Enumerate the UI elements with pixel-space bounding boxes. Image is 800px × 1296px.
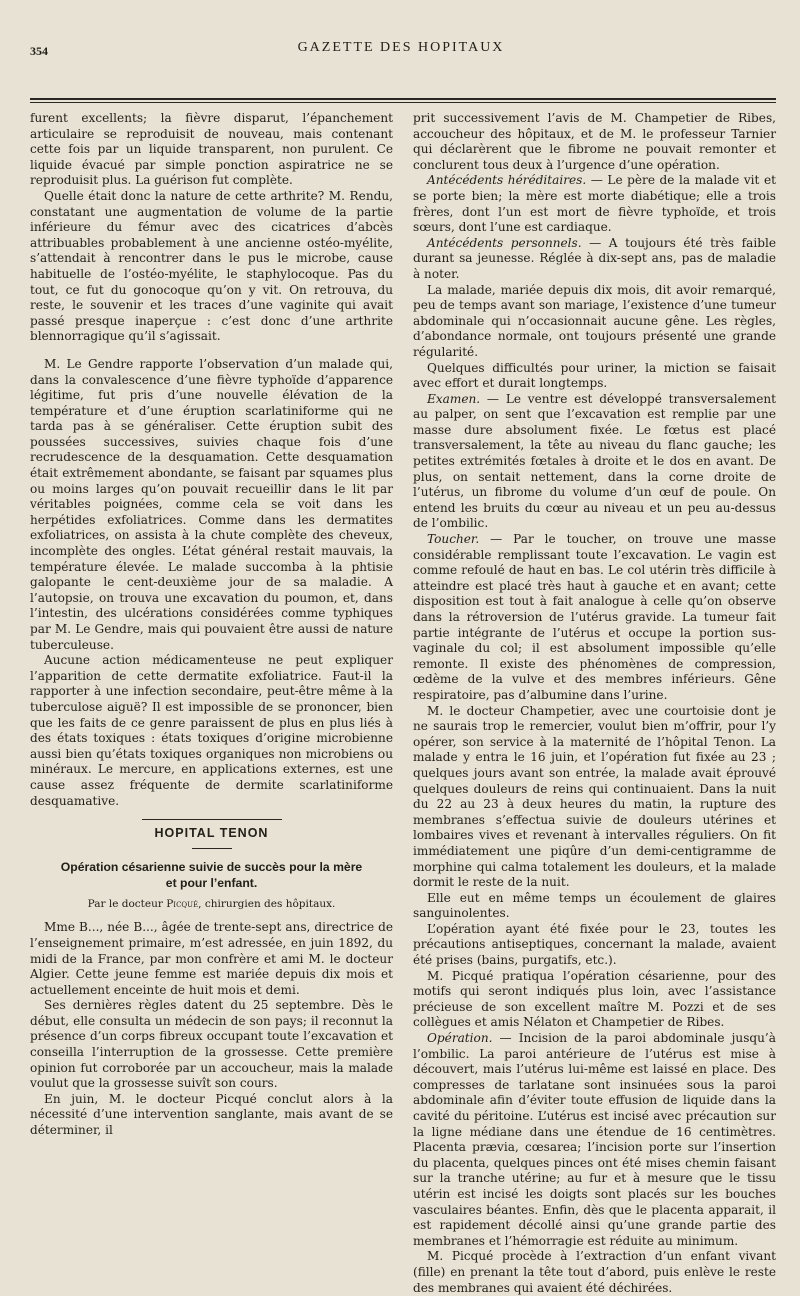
article-title-line: Opération césarienne suivie de succès pour la mère bbox=[60, 859, 363, 874]
text-columns bbox=[26, 111, 776, 1296]
header-rule-thin bbox=[30, 102, 776, 103]
left-column bbox=[30, 111, 393, 1296]
paragraph bbox=[413, 392, 776, 532]
paragraph: M. Le Gendre rapporte l’observation d’un malade qui, dans la convalescence d’une fièvre typhoïde d’apparence légitime, fut pris d’une nouvelle élévation de la température et d’une éruption scarlatiniforme qui ne tarda pas à se généraliser. Cette éruption subit des poussées successives, suivies chaque fois d’une recrudescence de la desquamation. Cette desquamation était extrêmement abondante, se faisant par squames plus ou moins larges qu’on pouvait recueillir dans le lit par véritables poignées, comme cela se voit dans les herpétides exfoliatrices. Comme dans les dermatites exfoliatrices, on assista à la chute complète des cheveux, incomplète des ongles. L’état général restait mauvais, la température élevée. Le malade succomba à la phtisie galopante le cent-deuxième jour de sa maladie. A l’autopsie, on trouva une excavation du poumon, et, dans l’intestin, des ulcérations considérées comme typhiques par M. Le Gendre, mais qui pouvaient être aussi de nature tuberculeuse. bbox=[30, 356, 393, 652]
article-title bbox=[30, 859, 393, 891]
paragraph-text: — Par le toucher, on trouve une masse considérable remplissant toute l’excavation. Le vagin est comme refoulé de haut en bas. Le col utérin très difficile à atteindre est placé très haut à gauche et en avant; cette disposition est tout à fait analogue à celle qu’on observe dans la rétroversion de l’utérus gravide. La tumeur fait partie intégrante de l’utérus et occupe la portion sus-vaginale du col; il est absolument impossible qu’elle remonte. Il existe des phénomènes de compression, œdème de la vulve et des membres inférieurs. Gêne respiratoire, pas d’albumine dans l’urine. bbox=[413, 532, 776, 702]
paragraph: furent excellents; la fièvre disparut, l’épanchement articulaire se reproduisit de nouveau, mais contenant cette fois par un liquide transparent, non purulent. Ce liquide évacué par simple ponction aspiratrice ne se reproduisit plus. La guérison fut complète. bbox=[30, 111, 393, 188]
paragraph-label: Opération. bbox=[427, 1031, 493, 1046]
page-header bbox=[26, 30, 776, 58]
section-ornament bbox=[142, 819, 282, 820]
paragraph: prit successivement l’avis de M. Champetier de Ribes, accoucheur des hôpitaux, et de M. le professeur Tarnier qui déclarèrent que le fibrome ne pouvait remonter et conclurent tous deux à l’urgence d’une opération. bbox=[413, 111, 776, 172]
paragraph bbox=[413, 173, 776, 235]
paragraph-text: — A toujours été très faible durant sa jeunesse. Réglée à dix-sept ans, pas de maladie à noter. bbox=[413, 235, 776, 281]
paragraph: En juin, M. le docteur Picqué conclut alors à la nécessité d’une intervention sanglante, mais avant de se déterminer, il bbox=[30, 1091, 393, 1138]
paragraph-label: Examen. bbox=[427, 391, 481, 406]
paragraph: Elle eut en même temps un écoulement de glaires sanguinolentes. bbox=[413, 890, 776, 921]
paragraph: M. Picqué procède à l’extraction d’un enfant vivant (fille) en prenant la tête tout d’abord, puis enlève le reste des membranes qui avaient été déchirées. bbox=[413, 1249, 776, 1295]
byline-prefix: Par le docteur bbox=[87, 897, 163, 910]
running-title: GAZETTE DES HOPITAUX bbox=[297, 40, 505, 55]
paragraph: Ses dernières règles datent du 25 septembre. Dès le début, elle consulta un médecin de son pays; il reconnut la présence d’un corps fibreux occupant toute l’excavation et conseilla l’interruption de la grossesse. Cette première opinion fut corroborée par un accoucheur, mais la malade voulut que la grossesse suivît son cours. bbox=[30, 998, 393, 1091]
paragraph-text: — Incision de la paroi abdominale jusqu’à l’ombilic. La paroi antérieure de l’utérus est mise à découvert, mais l’utérus lui-même est laissé en place. Des compresses de tarlatane sont insinuées sous la paroi abdominale afin d’éviter toute effusion de liquide dans la cavité du péritoine. L’utérus est incisé avec précaution sur la ligne médiane dans une étendue de 16 centimètres. Placenta prævia, cœsarea; l’incision porte sur l’insertion du placenta, quelques pinces ont été mises chemin faisant sur la tranche utérine; au fur et à mesure que le tissu utérin est incisé les doigts sont placés sur les bouches vasculaires béantes. Enfin, dès que le placenta apparait, il est rapidement décollé ainsi qu’une grande partie des membranes et l’hémorragie est réduite au minimum. bbox=[413, 1031, 776, 1248]
paragraph-label: Antécédents héréditaires. bbox=[427, 173, 587, 188]
byline-suffix: , chirurgien des hôpitaux. bbox=[198, 897, 336, 910]
paragraph bbox=[413, 236, 776, 283]
author-name: Picqué bbox=[166, 897, 199, 910]
right-column bbox=[413, 111, 776, 1296]
paragraph-text: — Le père de la malade vit et se porte bien; la mère est morte diabétique; elle a trois frères, dont l’un est mort de fièvre typhoïde, et trois sœurs, dont l’une est cardiaque. bbox=[413, 173, 776, 235]
paragraph: M. Picqué pratiqua l’opération césarienne, pour des motifs qui seront indiqués plus loin, avec l’assistance précieuse de son excellent maître M. Pozzi et de ses collègues et amis Nélaton et Champetier de Ribes. bbox=[413, 968, 776, 1030]
paragraph: Aucune action médicamenteuse ne peut expliquer l’apparition de cette dermatite exfoliatrice. Faut-il la rapporter à une infection secondaire, peut-être même à la tuberculose aiguë? Il est impossible de se prononcer, bien que les faits de ce genre paraissent de plus en plus liés à des états toxiques : états toxiques d’origine microbienne aussi bien qu’états toxiques organiques non microbiens ou minéraux. Le mercure, en applications externes, est une cause assez fréquente de dermite scarlatiniforme desquamative. bbox=[30, 653, 393, 808]
paragraph: Quelques difficultés pour uriner, la miction se faisait avec effort et durait longtemps. bbox=[413, 360, 776, 391]
section-title: HOPITAL TENON bbox=[154, 826, 269, 841]
header-rule bbox=[30, 98, 776, 100]
paragraph: L’opération ayant été fixée pour le 23, toutes les précautions antiseptiques, concernant la malade, avaient été prises (bains, purgatifs, etc.). bbox=[413, 921, 776, 968]
article-title-line: et pour l’enfant. bbox=[165, 875, 258, 890]
paragraph-label: Toucher. bbox=[427, 532, 480, 547]
paragraph: M. le docteur Champetier, avec une courtoisie dont je ne saurais trop le remercier, voulut bien m’offrir, pour l’y opérer, son service à la maternité de l’hôpital Tenon. La malade y entra le 16 juin, et l’opération fut fixée au 23 ; quelques jours avant son entrée, la malade avait éprouvé quelques douleurs de reins qui continuaient. Dans la nuit du 22 au 23 à deux heures du matin, la rupture des membranes s’effectua suivie de douleurs utérines et lombaires vives et revenant à intervalles réguliers. On fit immédiatement une piqûre d’un demi-centigramme de morphine qui calma totalement les douleurs, et la malade dormit le reste de la nuit. bbox=[413, 703, 776, 890]
paragraph bbox=[413, 532, 776, 704]
byline bbox=[30, 897, 393, 913]
paragraph: La malade, mariée depuis dix mois, dit avoir remarqué, peu de temps avant son mariage, l’existence d’une tumeur abdominale qui n’occasionnait aucune gêne. Les règles, d’abondance normale, ont toujours présenté une grande régularité. bbox=[413, 282, 776, 359]
page-number: 354 bbox=[30, 44, 48, 58]
title-rule bbox=[192, 848, 232, 849]
paragraph: Mme B..., née B..., âgée de trente-sept ans, directrice de l’enseignement primaire, m’est adressée, en juin 1892, du midi de la France, par mon confrère et ami M. le docteur Algier. Cette jeune femme est mariée depuis dix mois et actuellement enceinte de huit mois et demi. bbox=[30, 920, 393, 997]
paragraph-text: — Le ventre est développé transversalement au palper, on sent que l’excavation est remplie par une masse dure absolument fixée. Le fœtus est placé transversalement, la tête au niveau du flanc gauche; les petites extrémités fœtales à droite et le dos en avant. De plus, on sentait nettement, dans la corne droite de l’utérus, un fibrome du volume d’un œuf de poule. On entend les bruits du cœur au niveau et un peu au-dessus de l’ombilic. bbox=[413, 391, 776, 531]
paragraph-label: Antécédents personnels. bbox=[427, 235, 582, 250]
paragraph: Quelle était donc la nature de cette arthrite? M. Rendu, constatant une augmentation de volume de la partie inférieure du fémur avec des cicatrices d’abcès attribuables probablement à une ancienne ostéo-myélite, s’attendait à rencontrer dans le pus le microbe, cause habituelle de l’ostéo-myélite, le staphylocoque. Pas du tout, ce fut du gonocoque qu’on y vit. On retrouva, du reste, le souvenir et les traces d’une vaginite qui avait passé presque inaperçue : c’est donc d’une arthrite blennorragique qu’il s’agissait. bbox=[30, 188, 393, 344]
paragraph bbox=[413, 1031, 776, 1249]
